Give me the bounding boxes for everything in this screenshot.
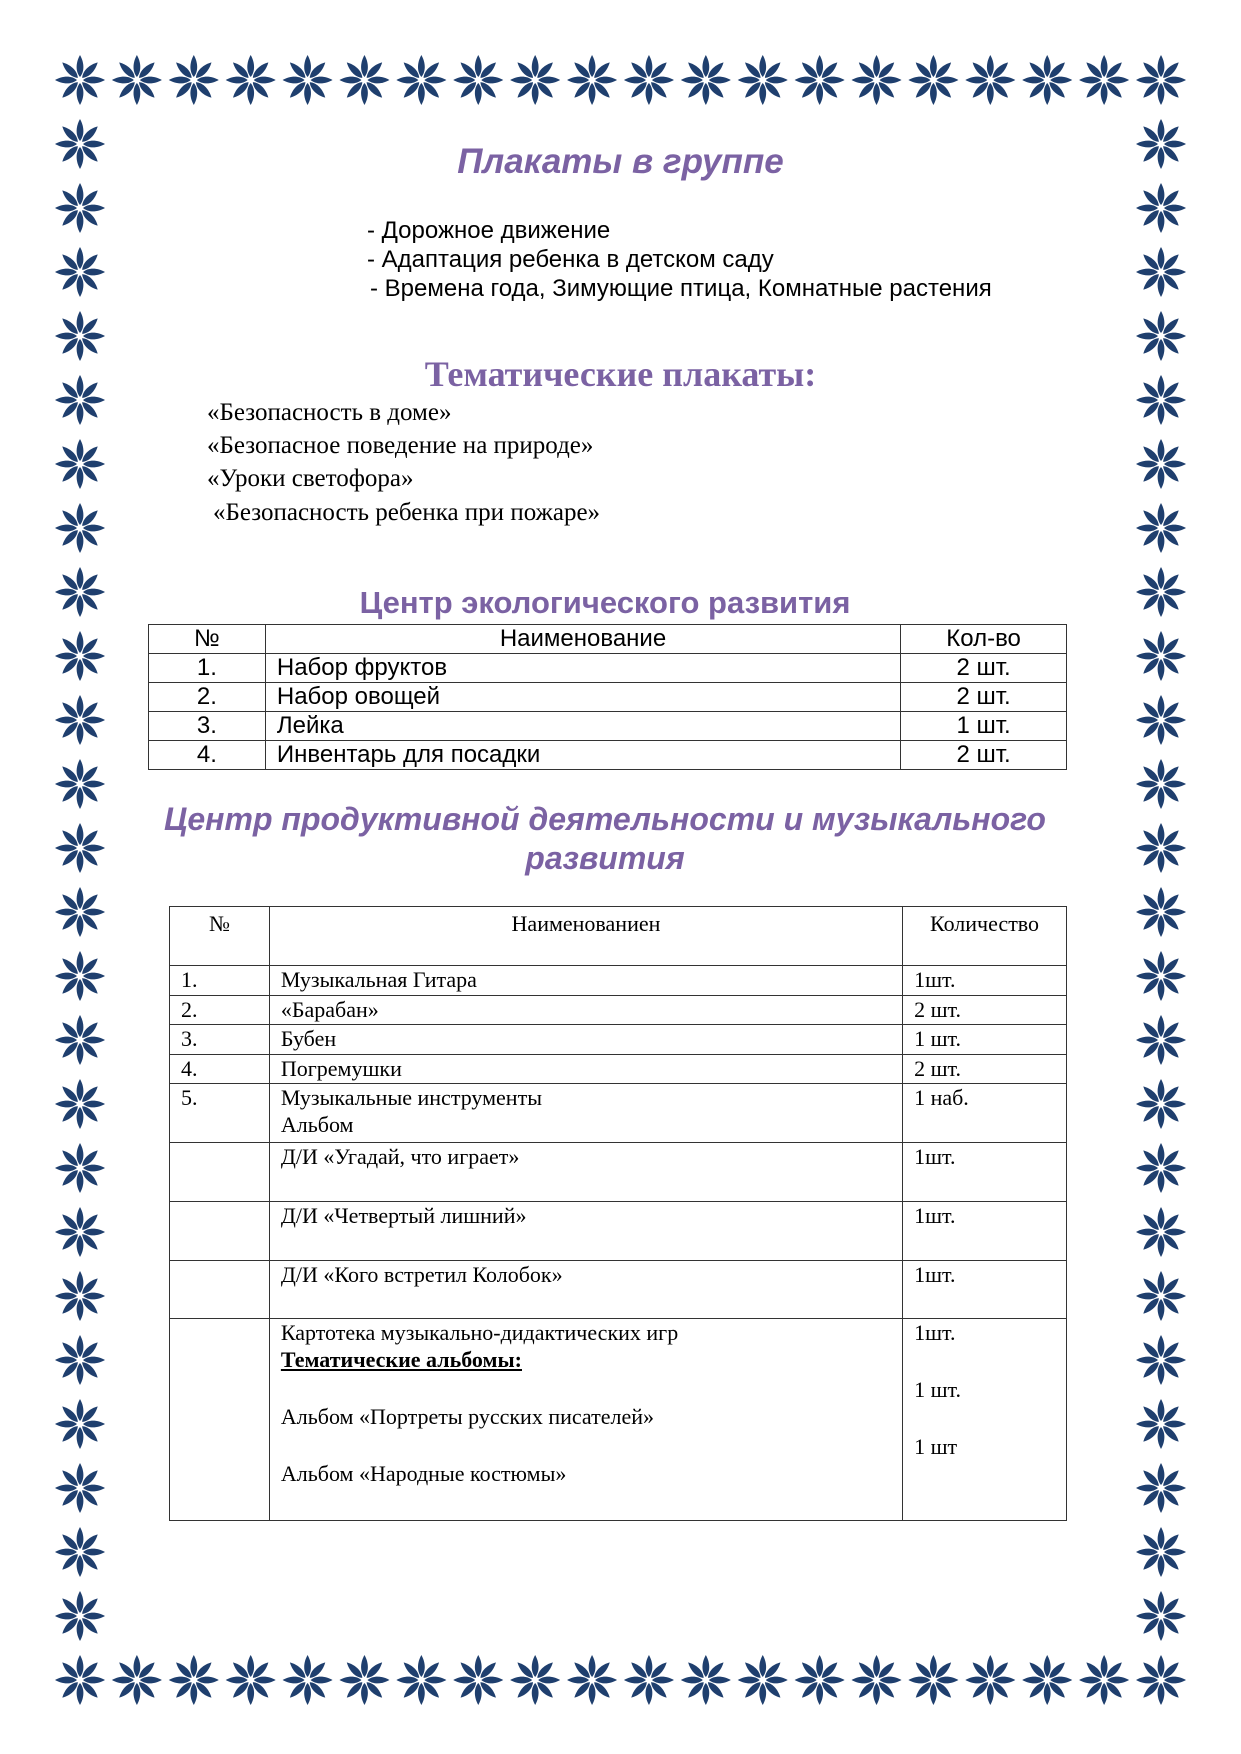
snowflake-flower-icon (738, 1655, 788, 1705)
table-cell: Д/И «Угадай, что играет» (269, 1143, 902, 1202)
posters-title: Плакаты в группе (457, 142, 784, 181)
table-cell (269, 1319, 902, 1521)
snowflake-flower-icon (1136, 1463, 1186, 1513)
table-cell: Набор овощей (265, 683, 900, 712)
table-cell (170, 1261, 270, 1319)
table-cell: Музыкальная Гитара (269, 966, 902, 996)
snowflake-flower-icon (55, 247, 105, 297)
table-cell: 4. (149, 741, 266, 770)
snowflake-flower-icon (55, 1335, 105, 1385)
snowflake-flower-icon (1136, 1399, 1186, 1449)
thematic-item: «Безопасное поведение на природе» (207, 432, 594, 459)
table-row (149, 683, 1067, 712)
posters-item: - Времена года, Зимующие птица, Комнатные растения (370, 275, 992, 302)
cell-line: 1 шт (914, 1434, 958, 1459)
table-row (170, 1202, 1067, 1261)
snowflake-flower-icon (55, 1527, 105, 1577)
snowflake-flower-icon (510, 55, 560, 105)
snowflake-flower-icon (453, 1655, 503, 1705)
table-cell: 1шт. (903, 1202, 1067, 1261)
snowflake-flower-icon (55, 1079, 105, 1129)
snowflake-flower-icon (1136, 951, 1186, 1001)
snowflake-flower-icon (1136, 1591, 1186, 1641)
snowflake-flower-icon (681, 1655, 731, 1705)
snowflake-flower-icon (55, 1591, 105, 1641)
snowflake-flower-icon (852, 55, 902, 105)
cell-line: Альбом (280, 1112, 354, 1137)
table-cell: Погремушки (269, 1055, 902, 1084)
snowflake-flower-icon (55, 1143, 105, 1193)
table-cell: 2 шт. (903, 1055, 1067, 1084)
table-row (170, 1025, 1067, 1055)
snowflake-flower-icon (795, 1655, 845, 1705)
snowflake-flower-icon (55, 631, 105, 681)
music-center-title-line2: развития (525, 840, 685, 876)
snowflake-flower-icon (1136, 55, 1186, 105)
table-header-row (170, 907, 1067, 966)
snowflake-flower-icon (112, 55, 162, 105)
table-cell: 1 шт. (901, 712, 1067, 741)
snowflake-flower-icon (55, 951, 105, 1001)
snowflake-flower-icon (908, 55, 958, 105)
snowflake-flower-icon (1079, 55, 1129, 105)
snowflake-flower-icon (1136, 887, 1186, 937)
table-cell: 2 шт. (901, 741, 1067, 770)
snowflake-flower-icon (1136, 1527, 1186, 1577)
table-cell: Д/И «Кого встретил Колобок» (269, 1261, 902, 1319)
table-cell: Бубен (269, 1025, 902, 1055)
snowflake-flower-icon (1022, 55, 1072, 105)
music-center-title: Центр продуктивной деятельности и музыкального (164, 801, 1046, 837)
snowflake-flower-icon (55, 439, 105, 489)
table-cell: Д/И «Четвертый лишний» (269, 1202, 902, 1261)
table-header-cell: № (149, 625, 266, 654)
snowflake-flower-icon (1022, 1655, 1072, 1705)
table-row (170, 1319, 1067, 1521)
table-cell: 4. (170, 1055, 270, 1084)
table-header-cell: Наименованиен (269, 907, 902, 966)
snowflake-flower-icon (169, 1655, 219, 1705)
thematic-item: «Безопасность ребенка при пожаре» (213, 499, 601, 526)
table-cell: 2 шт. (901, 683, 1067, 712)
table-cell: Лейка (265, 712, 900, 741)
cell-line: 1шт. (914, 1320, 956, 1345)
snowflake-flower-icon (965, 1655, 1015, 1705)
table-header-cell: Кол-во (901, 625, 1067, 654)
table-cell (269, 1084, 902, 1143)
snowflake-flower-icon (510, 1655, 560, 1705)
snowflake-flower-icon (567, 55, 617, 105)
snowflake-flower-icon (55, 695, 105, 745)
table-row (170, 1055, 1067, 1084)
snowflake-flower-icon (1136, 695, 1186, 745)
table-cell: 1шт. (903, 1261, 1067, 1319)
snowflake-flower-icon (1136, 247, 1186, 297)
eco-center-table (148, 624, 1067, 770)
snowflake-flower-icon (1079, 1655, 1129, 1705)
snowflake-flower-icon (55, 183, 105, 233)
snowflake-flower-icon (1136, 1079, 1186, 1129)
table-cell: Инвентарь для посадки (265, 741, 900, 770)
snowflake-flower-icon (453, 55, 503, 105)
snowflake-flower-icon (339, 1655, 389, 1705)
snowflake-flower-icon (55, 55, 105, 105)
table-header-cell: № (170, 907, 270, 966)
table-row (149, 712, 1067, 741)
table-row (170, 1261, 1067, 1319)
snowflake-flower-icon (624, 1655, 674, 1705)
posters-item: - Дорожное движение (367, 217, 611, 244)
cell-line: 1 шт. (914, 1377, 961, 1402)
snowflake-flower-icon (169, 55, 219, 105)
snowflake-flower-icon (1136, 1335, 1186, 1385)
snowflake-flower-icon (283, 55, 333, 105)
snowflake-flower-icon (226, 55, 276, 105)
snowflake-flower-icon (396, 1655, 446, 1705)
snowflake-flower-icon (681, 55, 731, 105)
snowflake-flower-icon (283, 1655, 333, 1705)
table-header-row (149, 625, 1067, 654)
thematic-item: «Безопасность в доме» (207, 399, 452, 426)
cell-line: Музыкальные инструменты (280, 1085, 542, 1110)
table-cell: 2. (149, 683, 266, 712)
thematic-title: Тематические плакаты: (424, 354, 817, 394)
snowflake-flower-icon (1136, 631, 1186, 681)
snowflake-flower-icon (852, 1655, 902, 1705)
table-cell: 2. (170, 996, 270, 1025)
snowflake-flower-icon (55, 1015, 105, 1065)
table-row (170, 966, 1067, 996)
snowflake-flower-icon (1136, 1143, 1186, 1193)
snowflake-flower-icon (1136, 1207, 1186, 1257)
snowflake-flower-icon (396, 55, 446, 105)
snowflake-flower-icon (226, 1655, 276, 1705)
table-cell: 1 наб. (903, 1084, 1067, 1143)
table-cell: «Барабан» (269, 996, 902, 1025)
snowflake-flower-icon (1136, 183, 1186, 233)
table-row (170, 1084, 1067, 1143)
cell-line: Альбом «Народные костюмы» (280, 1461, 567, 1486)
thematic-item: «Уроки светофора» (207, 465, 414, 492)
snowflake-flower-icon (1136, 503, 1186, 553)
snowflake-flower-icon (1136, 1271, 1186, 1321)
table-cell: 1. (170, 966, 270, 996)
snowflake-flower-icon (1136, 1655, 1186, 1705)
table-cell: 1. (149, 654, 266, 683)
albums-subheading: Тематические альбомы: (280, 1347, 522, 1372)
table-cell: 2 шт. (901, 654, 1067, 683)
snowflake-flower-icon (1136, 439, 1186, 489)
snowflake-flower-icon (908, 1655, 958, 1705)
snowflake-flower-icon (55, 503, 105, 553)
table-cell: 1шт. (903, 1143, 1067, 1202)
snowflake-flower-icon (795, 55, 845, 105)
table-cell: 3. (149, 712, 266, 741)
table-cell (170, 1202, 270, 1261)
table-header-cell: Наименование (265, 625, 900, 654)
table-cell: 2 шт. (903, 996, 1067, 1025)
cell-line: Альбом «Портреты русских писателей» (280, 1404, 654, 1429)
music-center-table (169, 906, 1067, 1521)
snowflake-flower-icon (55, 1207, 105, 1257)
table-cell: 3. (170, 1025, 270, 1055)
snowflake-flower-icon (738, 55, 788, 105)
table-row (149, 741, 1067, 770)
snowflake-flower-icon (624, 55, 674, 105)
eco-center-title: Центр экологического развития (359, 585, 851, 620)
snowflake-flower-icon (55, 1271, 105, 1321)
table-cell: 1 шт. (903, 1025, 1067, 1055)
table-row (170, 996, 1067, 1025)
snowflake-flower-icon (55, 1655, 105, 1705)
table-cell: Набор фруктов (265, 654, 900, 683)
table-cell: 5. (170, 1084, 270, 1143)
cell-line: Картотека музыкально-дидактических игр (280, 1320, 679, 1345)
snowflake-flower-icon (55, 1463, 105, 1513)
snowflake-flower-icon (112, 1655, 162, 1705)
table-cell (170, 1143, 270, 1202)
table-cell (170, 1319, 270, 1521)
snowflake-flower-icon (55, 1399, 105, 1449)
table-cell: 1шт. (903, 966, 1067, 996)
table-header-cell: Количество (903, 907, 1067, 966)
snowflake-flower-icon (567, 1655, 617, 1705)
snowflake-flower-icon (1136, 1015, 1186, 1065)
table-row (170, 1143, 1067, 1202)
snowflake-flower-icon (339, 55, 389, 105)
snowflake-flower-icon (55, 887, 105, 937)
posters-item: - Адаптация ребенка в детском саду (367, 246, 774, 273)
table-cell (903, 1319, 1067, 1521)
snowflake-flower-icon (965, 55, 1015, 105)
table-row (149, 654, 1067, 683)
